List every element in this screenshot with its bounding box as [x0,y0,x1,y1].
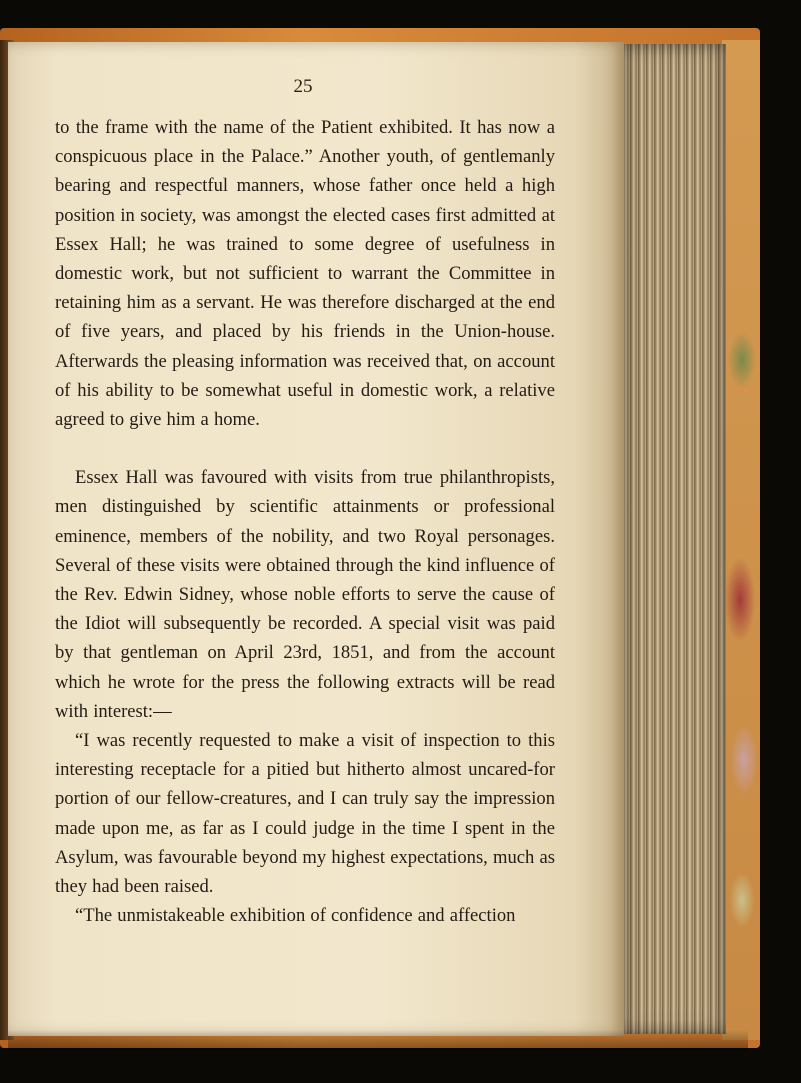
paragraph-1: to the frame with the name of the Patient exhibited. It has now a conspicuous place in the Palace.” Another youth, of gentlemanly bearing and respectful manners, whose father once held a high position in society, was amongst the elected cases first admitted at Essex Hall; he was trained to some degree of usefulness in domestic work, but not sufficient to warrant the Committee in retaining him as a servant. He was therefore discharged at the end of five years, and placed by his friends in the Union-house. Afterwards the pleasing information was received that, on account of his ability to be somewhat useful in domestic work, a relative agreed to give him a home. [55,117,555,431]
marbled-endpaper [722,40,760,1040]
page-number: 25 [293,76,313,97]
page-block-edges [622,44,726,1034]
paragraph-2: Essex Hall was favoured with visits from true philanthropists, men distinguished by scientific attainments or professional eminence, members of the nobility, and two Royal personages. Several of these visits were obtained through the kind influence of the Rev. Edwin Sidney, whose noble efforts to serve the cause of the Idiot will subsequently be recorded. A special visit was paid by that gentleman on April 23rd, 1851, and from the account which he wrote for the press the following extracts will be read with interest:— [55,467,555,722]
bottom-shadow [8,1030,748,1050]
paragraph-4: “The unmistakeable exhibition of confidence and affection [75,905,516,927]
page-body [55,113,555,930]
paragraph-3: “I was recently requested to make a visit of inspection to this interesting receptacle for a pitied but hitherto almost uncared-for portion of our fellow-creatures, and I can truly say the impression made upon me, as far as I could judge in the time I spent in the Asylum, was favourable beyond my highest expectations, much as they had been raised. [55,730,555,898]
